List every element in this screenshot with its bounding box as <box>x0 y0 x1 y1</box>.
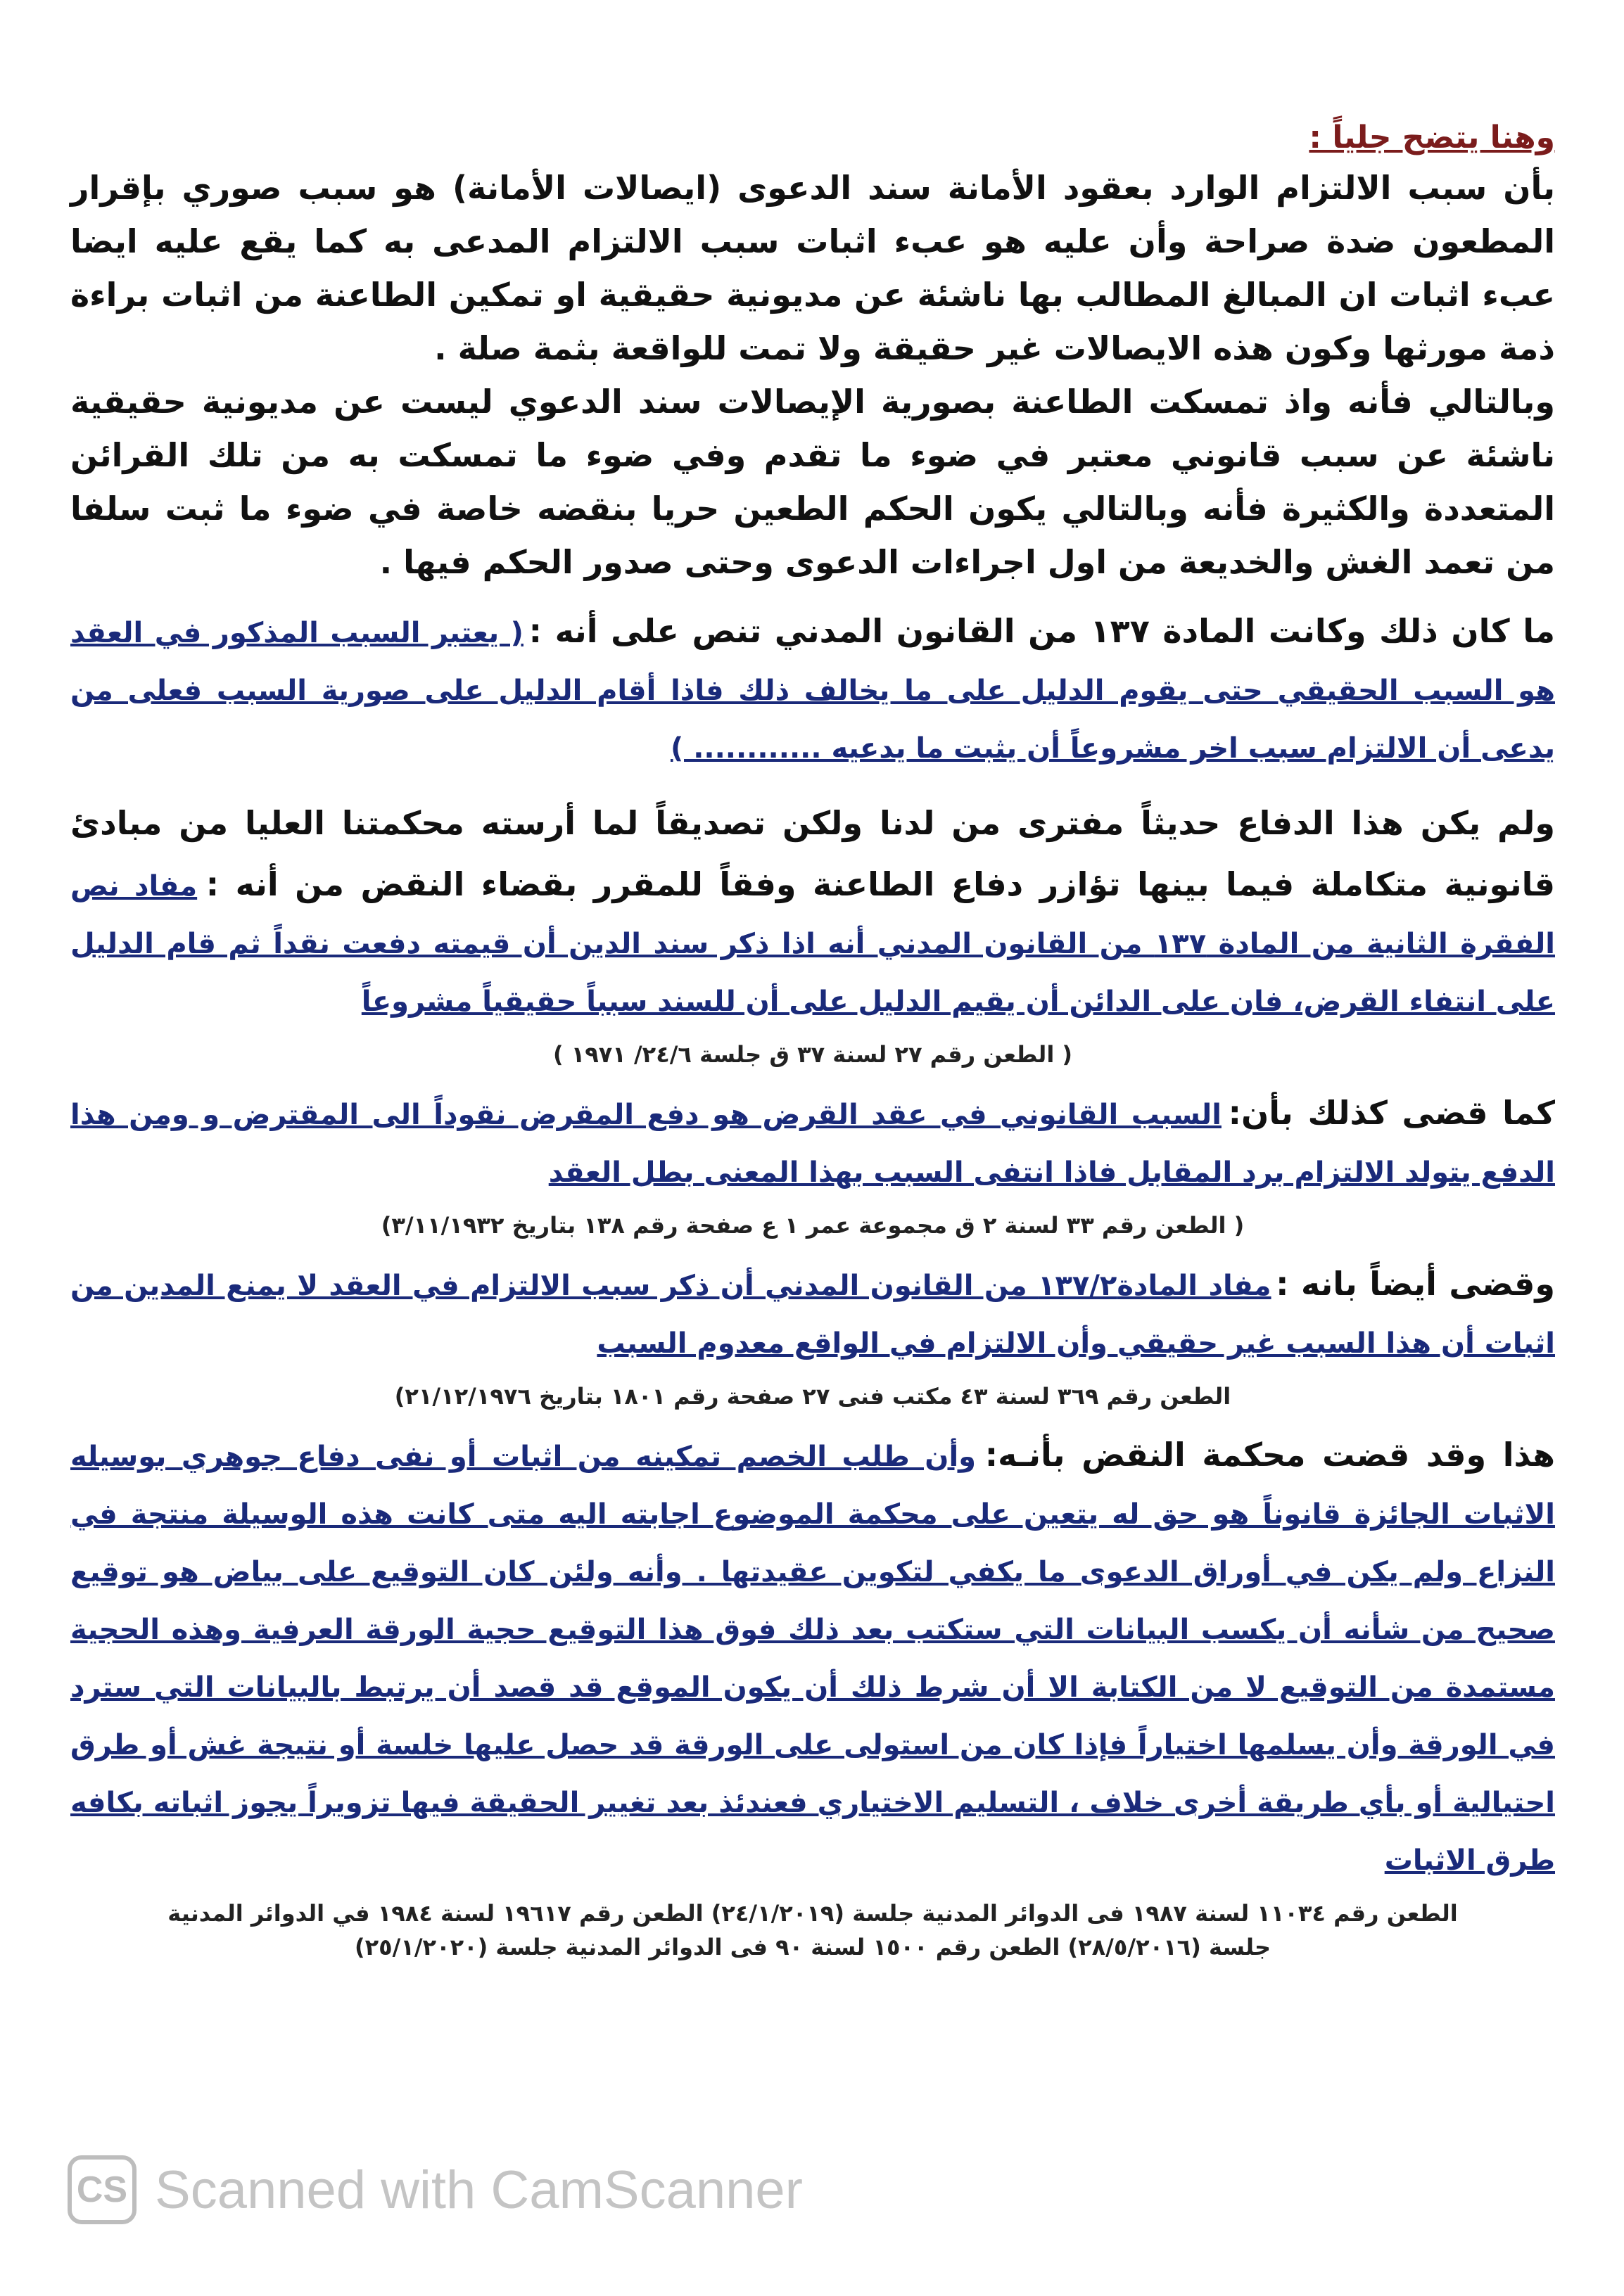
document-page <box>70 120 1555 1979</box>
ruling-2-citation: الطعن رقم ٣٦٩ لسنة ٤٣ مكتب فنى ٢٧ صفحة رقم ١٨٠١ بتاريخ ٢١/١٢/١٩٧٦) <box>394 1383 1231 1410</box>
ruling-1-citation: ( الطعن رقم ٣٣ لسنة ٢ ق مجموعة عمر ١ ع صفحة رقم ١٣٨ بتاريخ ٣/١١/١٩٣٢) <box>381 1212 1245 1239</box>
ruling-3-quote: وأن طلب الخصم تمكينه من اثبات أو نفى دفاع جوهري بوسيله الاثبات الجائزة قانوناً هو حق له يتعين على محكمة الموضوع اجابته اليه متى كانت هذه الوسيلة منتجة في النزاع ولم يكن في أوراق الدعوى ما يكفي لتكوين عقيدتها . وأنه ولئن كان التوقيع على بياض هو توقيع صحيح من شأنه أن يكسب البيانات التي ستكتب بعد ذلك فوق هذا التوقيع حجية الورقة العرفية وهذه الحجية مستمدة من التوقيع لا من الكتابة الا أن شرط ذلك أن يكون الموقع قد قصد أن يرتبط بالبيانات التي سترد في الورقة وأن يسلمها اختياراً فإذا كان من استولى على الورقة قد حصل عليها خلسة أو نتيجة غش أو طرق احتيالية أو بأي طريقة أخرى خلاف ، التسليم الاختياري فعندئذ بعد تغيير الحقيقة فيها تزويراً يجوز اثباته بكافه طرق الاثبات <box>70 1441 1555 1877</box>
ruling-3-lead: هذا وقد قضت محكمة النقض بأنـه: <box>984 1436 1555 1474</box>
defense-quote: مفاد نص الفقرة الثانية من المادة ١٣٧ من القانون المدني أنه اذا ذكر سند الدين أن قيمته دفعت نقداً ثم قام الدليل على انتفاء القرض، فان على الدائن أن يقيم الدليل على أن للسند سبباً حقيقياً مشروعاً <box>70 870 1555 1018</box>
section-heading: وهنا يتضح جلياً : <box>1309 120 1555 155</box>
camscanner-watermark <box>68 2151 803 2228</box>
paragraph-2: وبالتالي فأنه واذ تمسكت الطاعنة بصورية الإيصالات سند الدعوي ليست عن مديونية حقيقية ناشئة عن سبب قانوني معتبر في ضوء ما تقدم وفي ضوء ما تمسكت به من تلك القرائن المتعددة والكثيرة فأنه وبالتالي يكون الحكم الطعين حريا بنقضه خاصة في ضوء ما ثبت سلفا من تعمد الغش والخديعة من اول اجراءات الدعوى وحتى صدور الحكم فيها . <box>70 383 1555 581</box>
ruling-1-block <box>70 1086 1555 1205</box>
ruling-2-lead: وقضى أيضاً بانه : <box>1276 1265 1556 1303</box>
watermark-text: Scanned with CamScanner <box>155 2160 803 2220</box>
ruling-3-citation-line-1: الطعن رقم ١١٠٣٤ لسنة ١٩٨٧ فى الدوائر المدنية جلسة (٢٤/١/٢٠١٩) الطعن رقم ١٩٦١٧ لسنة ١٩٨٤ في الدوائر المدنية <box>167 1900 1458 1927</box>
defense-citation: ( الطعن رقم ٢٧ لسنة ٣٧ ق جلسة ٢٤/٦/ ١٩٧١ ) <box>552 1041 1073 1068</box>
ruling-1-lead: كما قضى كذلك بأن: <box>1228 1094 1555 1132</box>
ruling-3-citation-line-2: جلسة (٢٨/٥/٢٠١٦) الطعن رقم ١٥٠٠ لسنة ٩٠ فى الدوائر المدنية جلسة (٢٥/١/٢٠٢٠) <box>354 1934 1271 1960</box>
camscanner-logo-icon: CS <box>68 2155 137 2224</box>
paragraph-1: بأن سبب الالتزام الوارد بعقود الأمانة سند الدعوى (ايصالات الأمانة) هو سبب صوري بإقرار المطعون ضدة صراحة وأن عليه هو عبء اثبات سبب الالتزام المدعى به كما يقع عليه ايضا عبء اثبات ان المبالغ المطالب بها ناشئة عن مديونية حقيقية او تمكين الطاعنة من اثبات براءة ذمة مورثها وكون هذه الايصالات غير حقيقة ولا تمت للواقعة بثمة صلة . <box>70 169 1555 367</box>
ruling-1-quote: السبب القانوني في عقد القرض هو دفع المقرض نقوداً الى المقترض و ومن هذا الدفع يتولد الالتزام برد المقابل فاذا انتفى السبب بهذا المعنى بطل العقد <box>70 1099 1555 1189</box>
ruling-2-block <box>70 1257 1555 1376</box>
article-quote: ( يعتبر السبب المذكور في العقد هو السبب الحقيقي حتى يقوم الدليل على ما يخالف ذلك فاذا أقام الدليل على صورية السبب فعلى من يدعى أن الالتزام سبب اخر مشروعاً أن يثبت ما يدعيه ............ ) <box>70 617 1555 765</box>
defense-lead: ولم يكن هذا الدفاع حديثاً مفترى من لدنا ولكن تصديقاً لما أرسته محكمتنا العليا من مبادئ قانونية متكاملة فيما بينها تؤازر دفاع الطاعنة وفقاً للمقرر بقضاء النقض من أنه : <box>70 804 1556 903</box>
article-lead: ما كان ذلك وكانت المادة ١٣٧ من القانون المدني تنص على أنه : <box>528 612 1555 650</box>
ruling-2-quote: مفاد المادة١٣٧/٢ من القانون المدني أن ذكر سبب الالتزام في العقد لا يمنع المدين من اثبات أن هذا السبب غير حقيقي وأن الالتزام في الواقع معدوم السبب <box>70 1270 1555 1360</box>
defense-block <box>70 796 1555 1034</box>
article-137-block <box>70 604 1555 781</box>
ruling-3-block <box>70 1428 1555 1893</box>
